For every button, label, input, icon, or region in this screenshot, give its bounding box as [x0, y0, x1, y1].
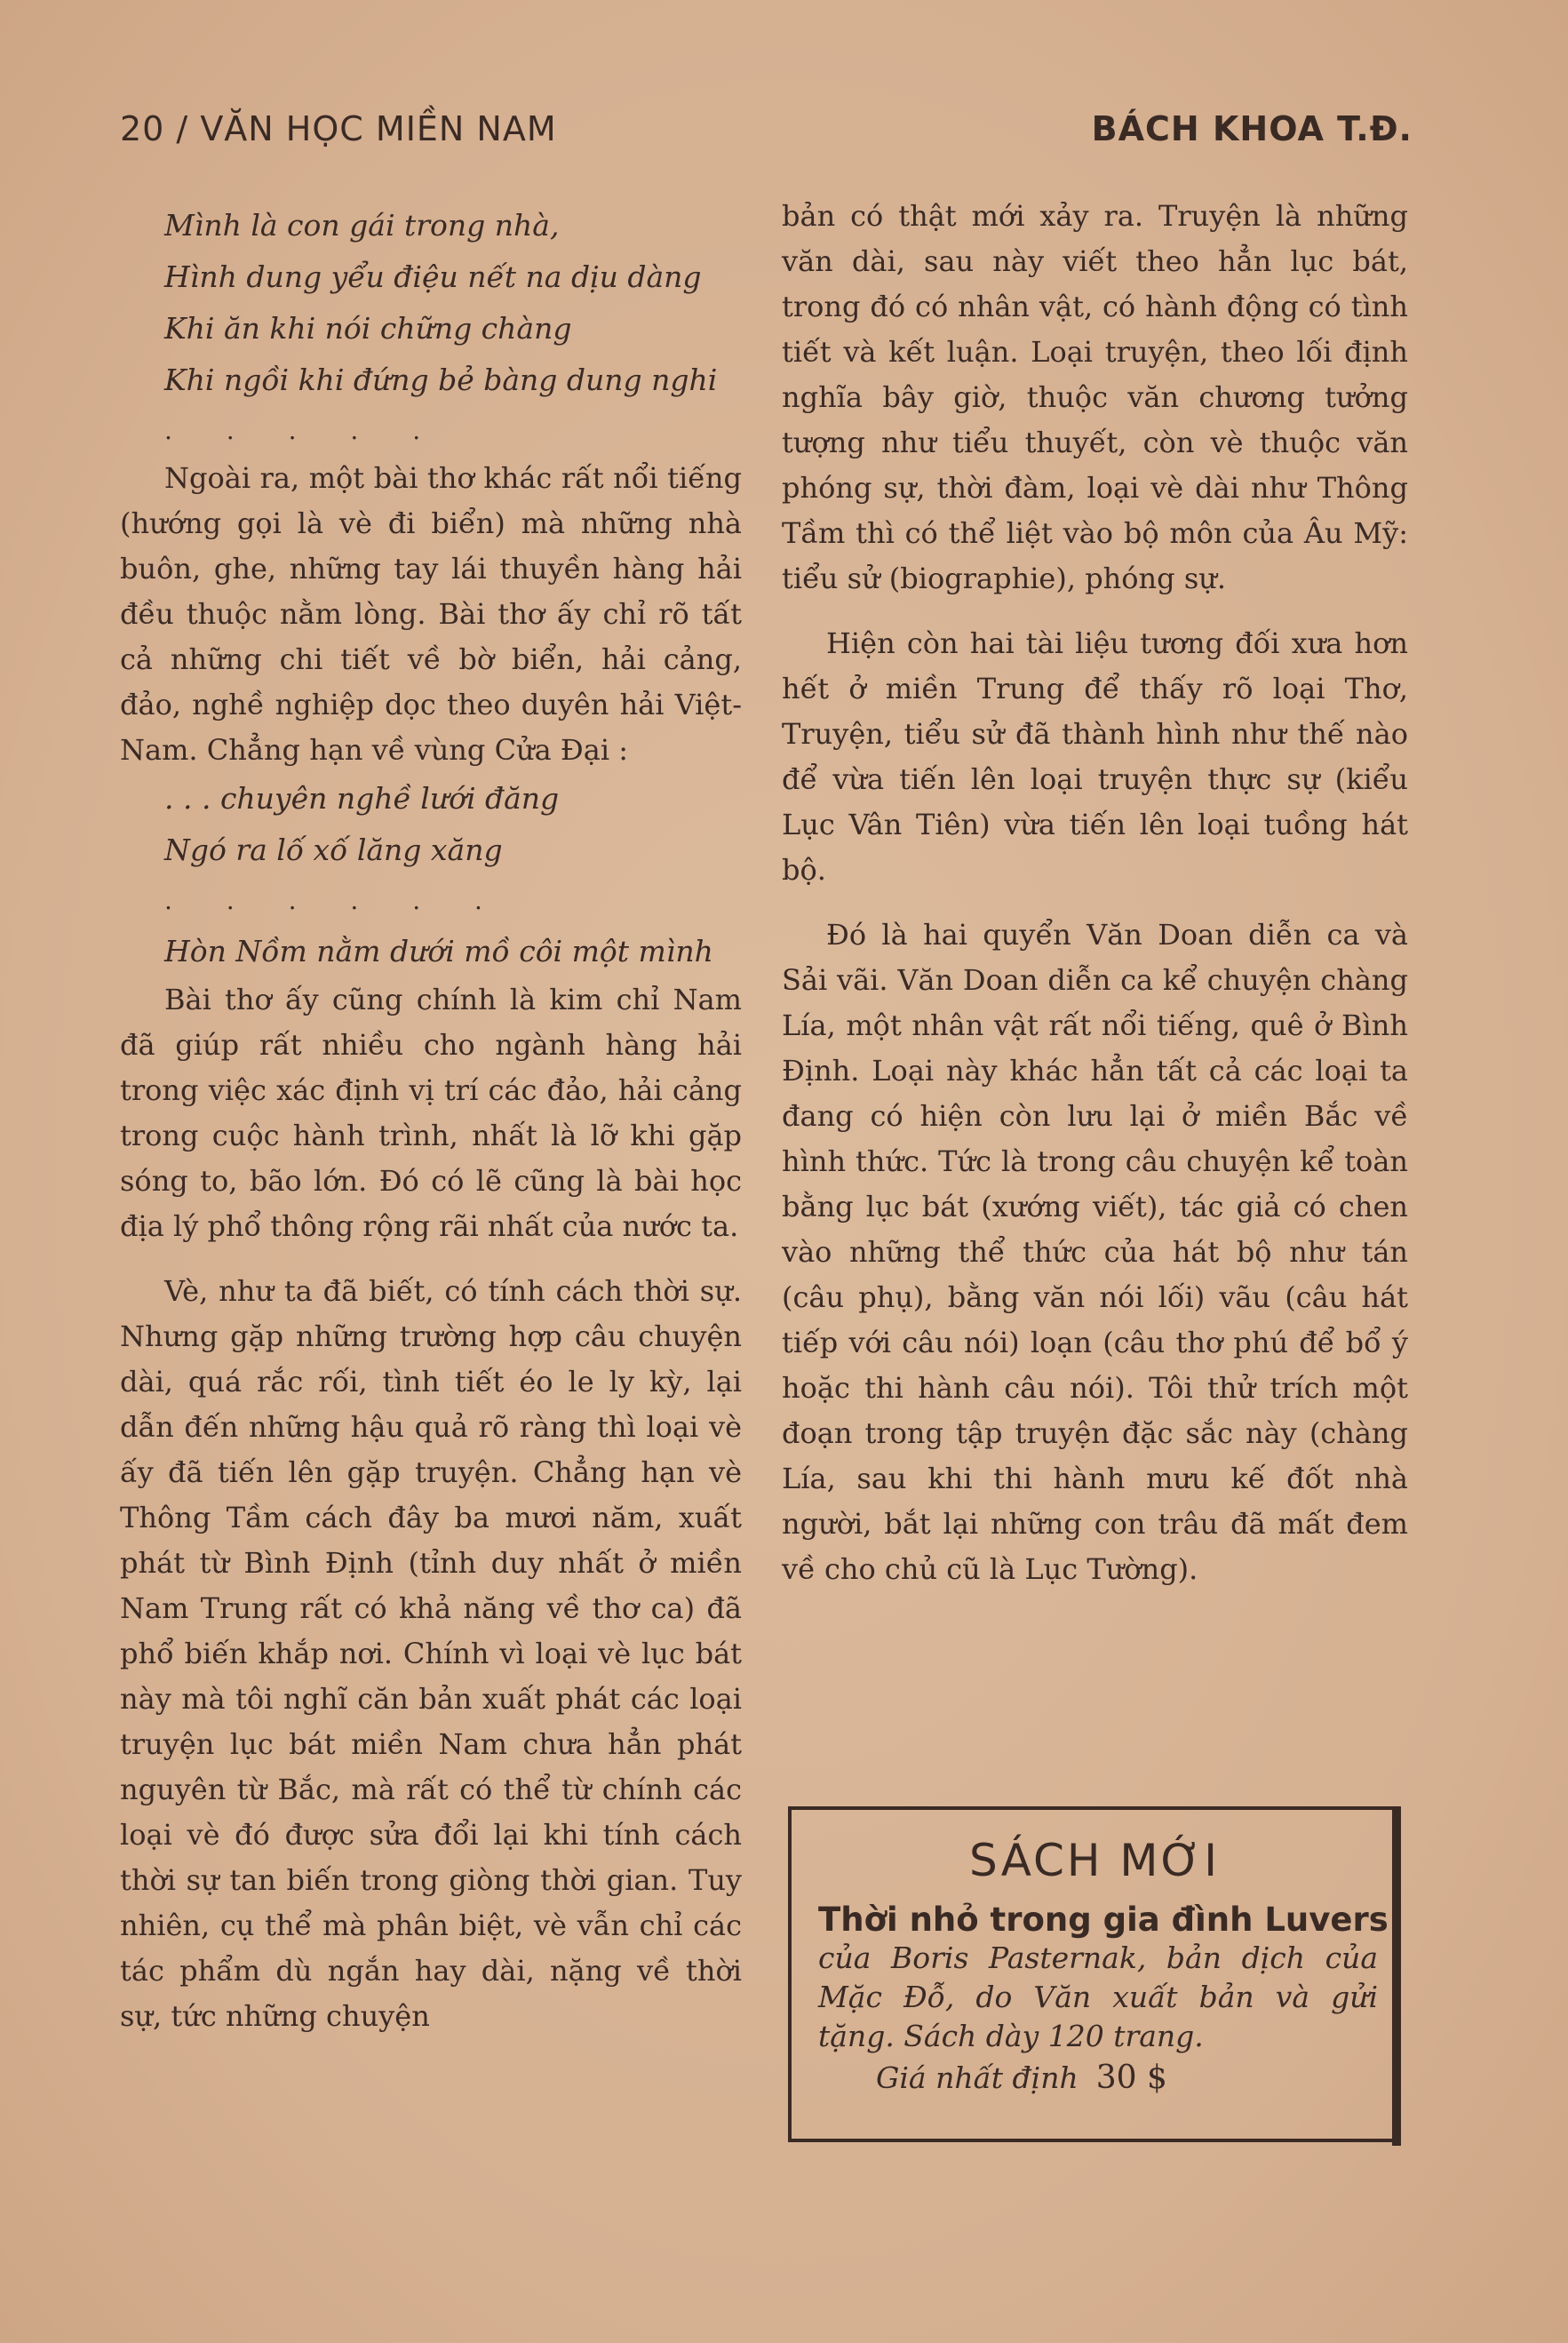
poem-line: Mình là con gái trong nhà, — [164, 208, 560, 243]
book-title: Thời nhỏ trong gia đình Luvers — [818, 1901, 1389, 1939]
poem-excerpt-2 — [120, 773, 742, 876]
paragraph: Hiện còn hai tài liệu tương đối xưa hơn hết ở miền Trung để thấy rõ loại Thơ, Truyện, tiểu sử đã thành hình như thế nào để vừa tiến lên loại truyện thực sự (kiểu Lục Vân Tiên) vừa tiến lên loại tuồng hát bộ. — [782, 626, 1408, 887]
page-header — [120, 102, 1413, 155]
price-value: 30 $ — [1095, 2060, 1167, 2096]
ellipsis-divider: . . . . . . — [164, 886, 505, 915]
left-column — [120, 200, 742, 2039]
book-price — [792, 2060, 1397, 2096]
price-label: Giá nhất định — [876, 2060, 1078, 2095]
poem-line: Khi ăn khi nói chững chàng — [164, 311, 572, 346]
box-shadow-bar — [1392, 1806, 1401, 2146]
page-number-section: 20 / VĂN HỌC MIỀN NAM — [120, 109, 557, 148]
magazine-name: BÁCH KHOA T.Đ. — [1091, 109, 1413, 148]
poem-line: Hình dung yểu điệu nết na dịu dàng — [164, 259, 702, 294]
poem-line: . . . chuyên nghề lưới đăng — [164, 781, 560, 816]
paragraph: bản có thật mới xảy ra. Truyện là những văn dài, sau này viết theo hẳn lục bát, trong đó có nhân vật, có hành động có tình tiết và kết luận. Loại truyện, theo lối định nghĩa bây giờ, thuộc văn chương tưởng tượng như tiểu thuyết, còn vè thuộc văn phóng sự, thời đàm, loại vè dài như Thông Tầm thì có thể liệt vào bộ môn của Âu Mỹ: tiểu sử (biographie), phóng sự. — [782, 199, 1408, 595]
ellipsis-divider: . . . . . — [164, 416, 444, 445]
paragraph: Vè, như ta đã biết, có tính cách thời sự. Nhưng gặp những trường hợp câu chuyện dài, quá rắc rối, tình tiết éo le ly kỳ, lại dẫn đến những hậu quả rõ ràng thì loại vè ấy đã tiến lên gặp truyện. Chẳng hạn vè Thông Tầm cách đây ba mươi năm, xuất phát từ Bình Định (tỉnh duy nhất ở miền Nam Trung rất có khả năng về thơ ca) đã phổ biến khắp nơi. Chính vì loại vè lục bát này mà tôi nghĩ căn bản xuất phát các loại truyện lục bát miền Nam chưa hẳn phát nguyên từ Bắc, mà rất có thể từ chính các loại vè đó được sửa đổi lại khi tính cách thời sự tan biến trong giòng thời gian. Tuy nhiên, cụ thể mà phân biệt, vè vẫn chỉ các tác phẩm dù ngắn hay dài, nặng về thời sự, tức những chuyện — [120, 1274, 742, 2033]
poem-line: Hòn Nồm nằm dưới mồ côi một mình — [164, 934, 713, 968]
book-description: của Boris Pasternak, bản dịch của Mặc Đỗ, do Văn xuất bản và gửi tặng. Sách dày 120 trang. — [818, 1941, 1378, 2053]
poem-excerpt-1 — [120, 200, 742, 406]
ad-title: SÁCH MỚI — [969, 1835, 1220, 1886]
right-column — [782, 194, 1408, 1592]
paragraph: Đó là hai quyển Văn Doan diễn ca và Sải vãi. Văn Doan diễn ca kể chuyện chàng Lía, một nhân vật rất nổi tiếng, quê ở Bình Định. Loại này khác hẳn tất cả các loại ta đang có hiện còn lưu lại ở miền Bắc về hình thức. Tức là trong câu chuyện kể toàn bằng lục bát (xướng viết), tác giả có chen vào những thể thức của hát bộ như tán (câu phụ), bằng văn nói lối) vãu (câu hát tiếp với câu nói) loạn (câu thơ phú để bổ ý hoặc thi hành câu nói). Tôi thử trích một đoạn trong tập truyện đặc sắc này (chàng Lía, sau khi thi hành mưu kế đốt nhà người, bắt lại những con trâu đã mất đem về cho chủ cũ là Lục Tường). — [782, 918, 1408, 1586]
new-books-advertisement — [788, 1806, 1401, 2142]
poem-excerpt-3 — [120, 926, 742, 977]
paragraph: Bài thơ ấy cũng chính là kim chỉ Nam đã giúp rất nhiều cho ngành hàng hải trong việc xác định vị trí các đảo, hải cảng trong cuộc hành trình, nhất là lỡ khi gặp sóng to, bão lớn. Đó có lẽ cũng là bài học địa lý phổ thông rộng rãi nhất của nước ta. — [120, 983, 742, 1243]
poem-line: Ngó ra lố xố lăng xăng — [164, 833, 503, 867]
poem-line: Khi ngồi khi đứng bẻ bàng dung nghi — [164, 363, 718, 397]
paragraph: Ngoài ra, một bài thơ khác rất nổi tiếng (hướng gọi là vè đi biển) mà những nhà buôn, ghe, những tay lái thuyền hàng hải đều thuộc nằm lòng. Bài thơ ấy chỉ rõ tất cả những chi tiết về bờ biển, hải cảng, đảo, nghề nghiệp dọc theo duyên hải Việt-Nam. Chẳng hạn về vùng Cửa Đại : — [120, 461, 742, 767]
